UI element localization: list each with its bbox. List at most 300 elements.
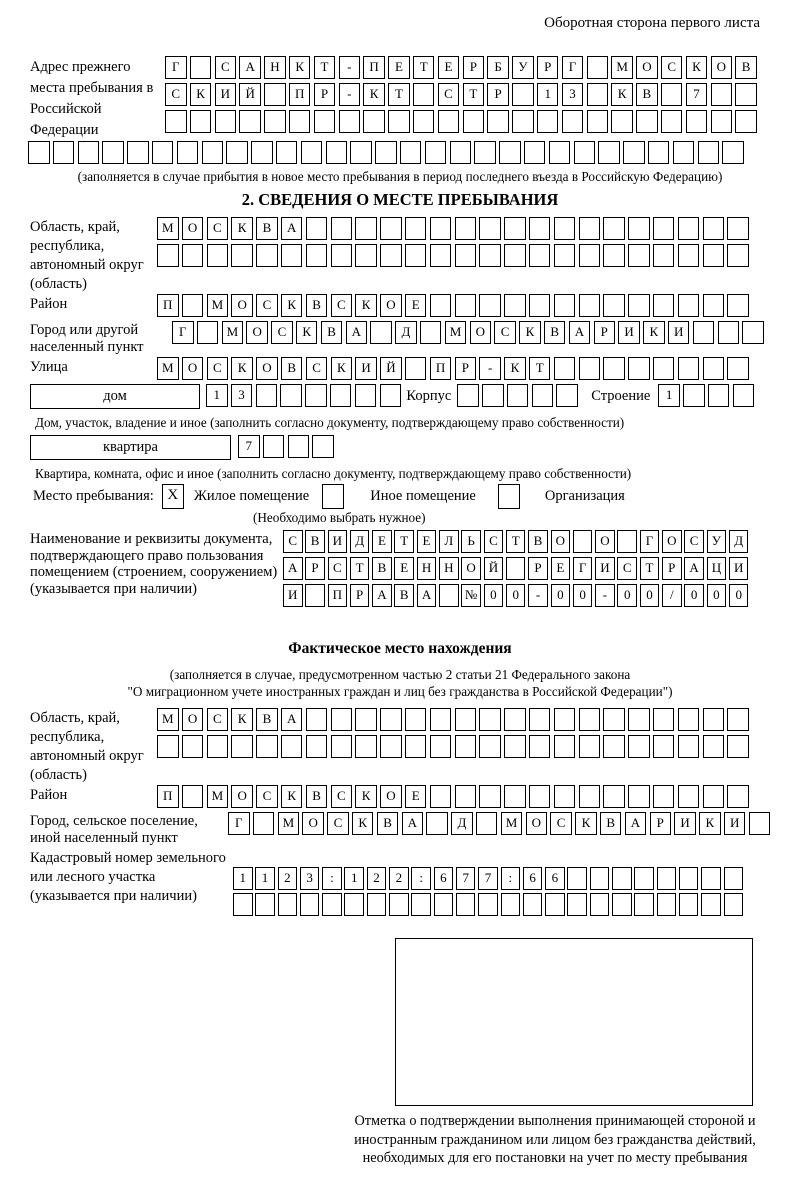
form-cell[interactable]: А: [281, 708, 303, 731]
form-cell[interactable]: 2: [278, 867, 298, 890]
form-cell[interactable]: Р: [650, 812, 672, 835]
form-cell[interactable]: 1: [658, 384, 680, 407]
form-cell[interactable]: М: [611, 56, 633, 79]
form-cell[interactable]: [554, 357, 576, 380]
form-cell[interactable]: Г: [640, 530, 660, 553]
form-cell[interactable]: [512, 110, 534, 133]
form-cell[interactable]: Г: [172, 321, 194, 344]
form-cell[interactable]: В: [256, 708, 278, 731]
form-cell[interactable]: Е: [417, 530, 437, 553]
form-cell[interactable]: [678, 217, 700, 240]
form-cell[interactable]: [686, 110, 708, 133]
form-cell[interactable]: С: [165, 83, 187, 106]
form-cell[interactable]: [504, 244, 526, 267]
form-cell[interactable]: Й: [380, 357, 402, 380]
form-cell[interactable]: [463, 110, 485, 133]
form-cell[interactable]: -: [528, 584, 548, 607]
form-cell[interactable]: Г: [228, 812, 250, 835]
form-cell[interactable]: Е: [394, 557, 414, 580]
form-cell[interactable]: [735, 110, 757, 133]
form-cell[interactable]: [182, 785, 204, 808]
form-cell[interactable]: 0: [573, 584, 593, 607]
form-cell[interactable]: [703, 708, 725, 731]
form-cell[interactable]: О: [461, 557, 481, 580]
form-cell[interactable]: [264, 83, 286, 106]
form-cell[interactable]: [567, 893, 587, 916]
form-cell[interactable]: [367, 893, 387, 916]
form-cell[interactable]: 0: [707, 584, 727, 607]
form-cell[interactable]: О: [231, 785, 253, 808]
form-cell[interactable]: О: [662, 530, 682, 553]
form-cell[interactable]: [281, 735, 303, 758]
form-cell[interactable]: И: [618, 321, 640, 344]
form-cell[interactable]: [545, 893, 565, 916]
form-cell[interactable]: [380, 384, 402, 407]
form-cell[interactable]: 0: [551, 584, 571, 607]
form-cell[interactable]: [661, 83, 683, 106]
form-cell[interactable]: К: [611, 83, 633, 106]
form-cell[interactable]: [331, 244, 353, 267]
form-cell[interactable]: П: [430, 357, 452, 380]
form-cell[interactable]: [603, 708, 625, 731]
dom-field-box[interactable]: дом: [30, 384, 200, 409]
form-cell[interactable]: Р: [528, 557, 548, 580]
form-cell[interactable]: [182, 244, 204, 267]
form-cell[interactable]: [617, 530, 637, 553]
form-cell[interactable]: [256, 384, 278, 407]
form-cell[interactable]: [579, 708, 601, 731]
form-cell[interactable]: [157, 735, 179, 758]
form-cell[interactable]: Ц: [707, 557, 727, 580]
form-cell[interactable]: 7: [478, 867, 498, 890]
form-cell[interactable]: [506, 557, 526, 580]
form-cell[interactable]: :: [411, 867, 431, 890]
form-cell[interactable]: [455, 785, 477, 808]
form-cell[interactable]: 0: [506, 584, 526, 607]
form-cell[interactable]: И: [668, 321, 690, 344]
form-cell[interactable]: [727, 357, 749, 380]
form-cell[interactable]: К: [190, 83, 212, 106]
form-cell[interactable]: П: [157, 294, 179, 317]
form-cell[interactable]: [479, 735, 501, 758]
form-cell[interactable]: [388, 110, 410, 133]
form-cell[interactable]: [331, 735, 353, 758]
form-cell[interactable]: К: [643, 321, 665, 344]
form-cell[interactable]: [413, 83, 435, 106]
form-cell[interactable]: [499, 141, 521, 164]
form-cell[interactable]: [233, 893, 253, 916]
form-cell[interactable]: [430, 294, 452, 317]
form-cell[interactable]: Ь: [461, 530, 481, 553]
form-cell[interactable]: [239, 110, 261, 133]
form-cell[interactable]: А: [417, 584, 437, 607]
form-cell[interactable]: [529, 294, 551, 317]
form-cell[interactable]: [562, 110, 584, 133]
form-cell[interactable]: [718, 321, 740, 344]
form-cell[interactable]: [636, 110, 658, 133]
form-cell[interactable]: С: [271, 321, 293, 344]
checkbox-organization[interactable]: [498, 484, 520, 509]
form-cell[interactable]: [301, 141, 323, 164]
form-cell[interactable]: [425, 141, 447, 164]
form-cell[interactable]: 1: [206, 384, 228, 407]
form-cell[interactable]: Т: [506, 530, 526, 553]
form-cell[interactable]: [523, 893, 543, 916]
form-cell[interactable]: М: [207, 785, 229, 808]
form-cell[interactable]: [703, 357, 725, 380]
form-cell[interactable]: [281, 244, 303, 267]
form-cell[interactable]: М: [501, 812, 523, 835]
form-cell[interactable]: [579, 294, 601, 317]
form-cell[interactable]: [165, 110, 187, 133]
form-cell[interactable]: А: [239, 56, 261, 79]
form-cell[interactable]: Р: [463, 56, 485, 79]
form-cell[interactable]: Т: [394, 530, 414, 553]
form-cell[interactable]: П: [363, 56, 385, 79]
form-cell[interactable]: [598, 141, 620, 164]
form-cell[interactable]: В: [306, 294, 328, 317]
form-cell[interactable]: [426, 812, 448, 835]
form-cell[interactable]: Г: [573, 557, 593, 580]
form-cell[interactable]: [253, 812, 275, 835]
form-cell[interactable]: В: [600, 812, 622, 835]
form-cell[interactable]: [380, 217, 402, 240]
form-cell[interactable]: О: [302, 812, 324, 835]
form-cell[interactable]: [430, 785, 452, 808]
form-cell[interactable]: [331, 708, 353, 731]
form-cell[interactable]: Е: [372, 530, 392, 553]
form-cell[interactable]: [708, 384, 730, 407]
form-cell[interactable]: [742, 321, 764, 344]
form-cell[interactable]: [724, 867, 744, 890]
form-cell[interactable]: К: [231, 217, 253, 240]
form-cell[interactable]: [456, 893, 476, 916]
form-cell[interactable]: Т: [640, 557, 660, 580]
form-cell[interactable]: [306, 244, 328, 267]
form-cell[interactable]: И: [729, 557, 749, 580]
form-cell[interactable]: С: [306, 357, 328, 380]
form-cell[interactable]: Р: [350, 584, 370, 607]
form-cell[interactable]: [438, 110, 460, 133]
form-cell[interactable]: [350, 141, 372, 164]
form-cell[interactable]: 1: [255, 867, 275, 890]
form-cell[interactable]: [711, 83, 733, 106]
form-cell[interactable]: Р: [594, 321, 616, 344]
form-cell[interactable]: 7: [456, 867, 476, 890]
form-cell[interactable]: [389, 893, 409, 916]
form-cell[interactable]: [703, 244, 725, 267]
kvartira-field-box[interactable]: квартира: [30, 435, 231, 460]
form-cell[interactable]: [567, 867, 587, 890]
form-cell[interactable]: [306, 735, 328, 758]
form-cell[interactable]: В: [305, 530, 325, 553]
form-cell[interactable]: [648, 141, 670, 164]
form-cell[interactable]: К: [289, 56, 311, 79]
form-cell[interactable]: [554, 294, 576, 317]
form-cell[interactable]: В: [256, 217, 278, 240]
form-cell[interactable]: [355, 708, 377, 731]
form-cell[interactable]: М: [207, 294, 229, 317]
form-cell[interactable]: [727, 244, 749, 267]
form-cell[interactable]: [590, 893, 610, 916]
form-cell[interactable]: [380, 244, 402, 267]
form-cell[interactable]: [450, 141, 472, 164]
form-cell[interactable]: Б: [487, 56, 509, 79]
form-cell[interactable]: [339, 110, 361, 133]
form-cell[interactable]: К: [355, 785, 377, 808]
form-cell[interactable]: [727, 785, 749, 808]
form-cell[interactable]: [439, 584, 459, 607]
form-cell[interactable]: [574, 141, 596, 164]
form-cell[interactable]: [504, 735, 526, 758]
form-cell[interactable]: А: [346, 321, 368, 344]
form-cell[interactable]: [529, 785, 551, 808]
form-cell[interactable]: [628, 785, 650, 808]
form-cell[interactable]: [653, 294, 675, 317]
form-cell[interactable]: [264, 110, 286, 133]
form-cell[interactable]: [326, 141, 348, 164]
form-cell[interactable]: Д: [729, 530, 749, 553]
form-cell[interactable]: [202, 141, 224, 164]
form-cell[interactable]: С: [215, 56, 237, 79]
form-cell[interactable]: И: [674, 812, 696, 835]
form-cell[interactable]: [504, 217, 526, 240]
form-cell[interactable]: [289, 110, 311, 133]
form-cell[interactable]: [603, 244, 625, 267]
form-cell[interactable]: [197, 321, 219, 344]
form-cell[interactable]: [579, 785, 601, 808]
form-cell[interactable]: [678, 244, 700, 267]
form-cell[interactable]: [256, 735, 278, 758]
form-cell[interactable]: 6: [545, 867, 565, 890]
form-cell[interactable]: Л: [439, 530, 459, 553]
form-cell[interactable]: [603, 735, 625, 758]
form-cell[interactable]: С: [617, 557, 637, 580]
form-cell[interactable]: К: [575, 812, 597, 835]
form-cell[interactable]: Р: [305, 557, 325, 580]
form-cell[interactable]: К: [519, 321, 541, 344]
form-cell[interactable]: Т: [413, 56, 435, 79]
form-cell[interactable]: [331, 217, 353, 240]
form-cell[interactable]: -: [339, 83, 361, 106]
form-cell[interactable]: /: [662, 584, 682, 607]
form-cell[interactable]: [152, 141, 174, 164]
form-cell[interactable]: У: [512, 56, 534, 79]
form-cell[interactable]: [479, 708, 501, 731]
form-cell[interactable]: [529, 244, 551, 267]
form-cell[interactable]: [355, 384, 377, 407]
form-cell[interactable]: Н: [417, 557, 437, 580]
form-cell[interactable]: [653, 357, 675, 380]
form-cell[interactable]: О: [711, 56, 733, 79]
form-cell[interactable]: О: [551, 530, 571, 553]
form-cell[interactable]: [628, 735, 650, 758]
form-cell[interactable]: [405, 357, 427, 380]
form-cell[interactable]: [312, 435, 334, 458]
form-cell[interactable]: Д: [451, 812, 473, 835]
form-cell[interactable]: [612, 893, 632, 916]
stamp-box[interactable]: [395, 938, 753, 1106]
form-cell[interactable]: [430, 708, 452, 731]
form-cell[interactable]: Е: [438, 56, 460, 79]
form-cell[interactable]: [653, 708, 675, 731]
form-cell[interactable]: [612, 867, 632, 890]
form-cell[interactable]: [554, 708, 576, 731]
form-cell[interactable]: С: [550, 812, 572, 835]
form-cell[interactable]: [380, 735, 402, 758]
form-cell[interactable]: [628, 217, 650, 240]
form-cell[interactable]: С: [327, 812, 349, 835]
form-cell[interactable]: О: [246, 321, 268, 344]
form-cell[interactable]: С: [331, 785, 353, 808]
form-cell[interactable]: 0: [640, 584, 660, 607]
form-cell[interactable]: -: [339, 56, 361, 79]
form-cell[interactable]: С: [331, 294, 353, 317]
form-cell[interactable]: [276, 141, 298, 164]
form-cell[interactable]: [380, 708, 402, 731]
form-cell[interactable]: С: [207, 357, 229, 380]
form-cell[interactable]: [579, 217, 601, 240]
form-cell[interactable]: [554, 244, 576, 267]
form-cell[interactable]: [263, 435, 285, 458]
form-cell[interactable]: [579, 357, 601, 380]
form-cell[interactable]: [430, 735, 452, 758]
form-cell[interactable]: [226, 141, 248, 164]
form-cell[interactable]: [479, 294, 501, 317]
form-cell[interactable]: Р: [487, 83, 509, 106]
form-cell[interactable]: [693, 321, 715, 344]
form-cell[interactable]: П: [157, 785, 179, 808]
form-cell[interactable]: -: [595, 584, 615, 607]
form-cell[interactable]: 1: [537, 83, 559, 106]
form-cell[interactable]: [487, 110, 509, 133]
form-cell[interactable]: [157, 244, 179, 267]
form-cell[interactable]: Р: [314, 83, 336, 106]
form-cell[interactable]: 3: [562, 83, 584, 106]
form-cell[interactable]: [405, 735, 427, 758]
form-cell[interactable]: [479, 244, 501, 267]
form-cell[interactable]: [623, 141, 645, 164]
form-cell[interactable]: [678, 785, 700, 808]
form-cell[interactable]: [634, 893, 654, 916]
form-cell[interactable]: [529, 708, 551, 731]
form-cell[interactable]: В: [377, 812, 399, 835]
form-cell[interactable]: 6: [523, 867, 543, 890]
form-cell[interactable]: А: [684, 557, 704, 580]
form-cell[interactable]: О: [182, 357, 204, 380]
form-cell[interactable]: [420, 321, 442, 344]
form-cell[interactable]: И: [215, 83, 237, 106]
form-cell[interactable]: Т: [529, 357, 551, 380]
form-cell[interactable]: С: [684, 530, 704, 553]
form-cell[interactable]: [611, 110, 633, 133]
form-cell[interactable]: [504, 785, 526, 808]
form-cell[interactable]: И: [595, 557, 615, 580]
form-cell[interactable]: С: [438, 83, 460, 106]
form-cell[interactable]: О: [636, 56, 658, 79]
form-cell[interactable]: 7: [686, 83, 708, 106]
form-cell[interactable]: К: [231, 357, 253, 380]
form-cell[interactable]: [556, 384, 578, 407]
form-cell[interactable]: О: [256, 357, 278, 380]
form-cell[interactable]: [587, 110, 609, 133]
form-cell[interactable]: О: [380, 294, 402, 317]
form-cell[interactable]: 1: [233, 867, 253, 890]
form-cell[interactable]: [455, 708, 477, 731]
form-cell[interactable]: [653, 244, 675, 267]
form-cell[interactable]: К: [363, 83, 385, 106]
form-cell[interactable]: К: [686, 56, 708, 79]
form-cell[interactable]: Е: [388, 56, 410, 79]
form-cell[interactable]: [657, 893, 677, 916]
form-cell[interactable]: К: [281, 294, 303, 317]
form-cell[interactable]: [78, 141, 100, 164]
form-cell[interactable]: [251, 141, 273, 164]
form-cell[interactable]: К: [504, 357, 526, 380]
form-cell[interactable]: [215, 110, 237, 133]
form-cell[interactable]: [455, 294, 477, 317]
form-cell[interactable]: [207, 244, 229, 267]
form-cell[interactable]: [405, 244, 427, 267]
form-cell[interactable]: 6: [434, 867, 454, 890]
form-cell[interactable]: М: [445, 321, 467, 344]
form-cell[interactable]: [678, 294, 700, 317]
form-cell[interactable]: [653, 217, 675, 240]
form-cell[interactable]: М: [222, 321, 244, 344]
form-cell[interactable]: [411, 893, 431, 916]
form-cell[interactable]: И: [283, 584, 303, 607]
form-cell[interactable]: [482, 384, 504, 407]
form-cell[interactable]: В: [394, 584, 414, 607]
form-cell[interactable]: Е: [405, 785, 427, 808]
form-cell[interactable]: Н: [439, 557, 459, 580]
form-cell[interactable]: [587, 56, 609, 79]
form-cell[interactable]: С: [328, 557, 348, 580]
form-cell[interactable]: [554, 217, 576, 240]
form-cell[interactable]: [634, 867, 654, 890]
form-cell[interactable]: [507, 384, 529, 407]
form-cell[interactable]: Р: [537, 56, 559, 79]
form-cell[interactable]: [549, 141, 571, 164]
form-cell[interactable]: [400, 141, 422, 164]
form-cell[interactable]: [102, 141, 124, 164]
form-cell[interactable]: 0: [684, 584, 704, 607]
form-cell[interactable]: [727, 708, 749, 731]
form-cell[interactable]: [512, 83, 534, 106]
form-cell[interactable]: [455, 735, 477, 758]
form-cell[interactable]: И: [724, 812, 746, 835]
form-cell[interactable]: [603, 217, 625, 240]
form-cell[interactable]: [679, 893, 699, 916]
form-cell[interactable]: К: [352, 812, 374, 835]
form-cell[interactable]: А: [372, 584, 392, 607]
form-cell[interactable]: [727, 735, 749, 758]
form-cell[interactable]: 1: [344, 867, 364, 890]
form-cell[interactable]: О: [595, 530, 615, 553]
form-cell[interactable]: [661, 110, 683, 133]
form-cell[interactable]: [703, 217, 725, 240]
form-cell[interactable]: Д: [395, 321, 417, 344]
form-cell[interactable]: В: [544, 321, 566, 344]
form-cell[interactable]: [724, 893, 744, 916]
form-cell[interactable]: [355, 244, 377, 267]
form-cell[interactable]: [231, 244, 253, 267]
form-cell[interactable]: [476, 812, 498, 835]
form-cell[interactable]: С: [494, 321, 516, 344]
form-cell[interactable]: [182, 735, 204, 758]
form-cell[interactable]: [657, 867, 677, 890]
form-cell[interactable]: [733, 384, 755, 407]
